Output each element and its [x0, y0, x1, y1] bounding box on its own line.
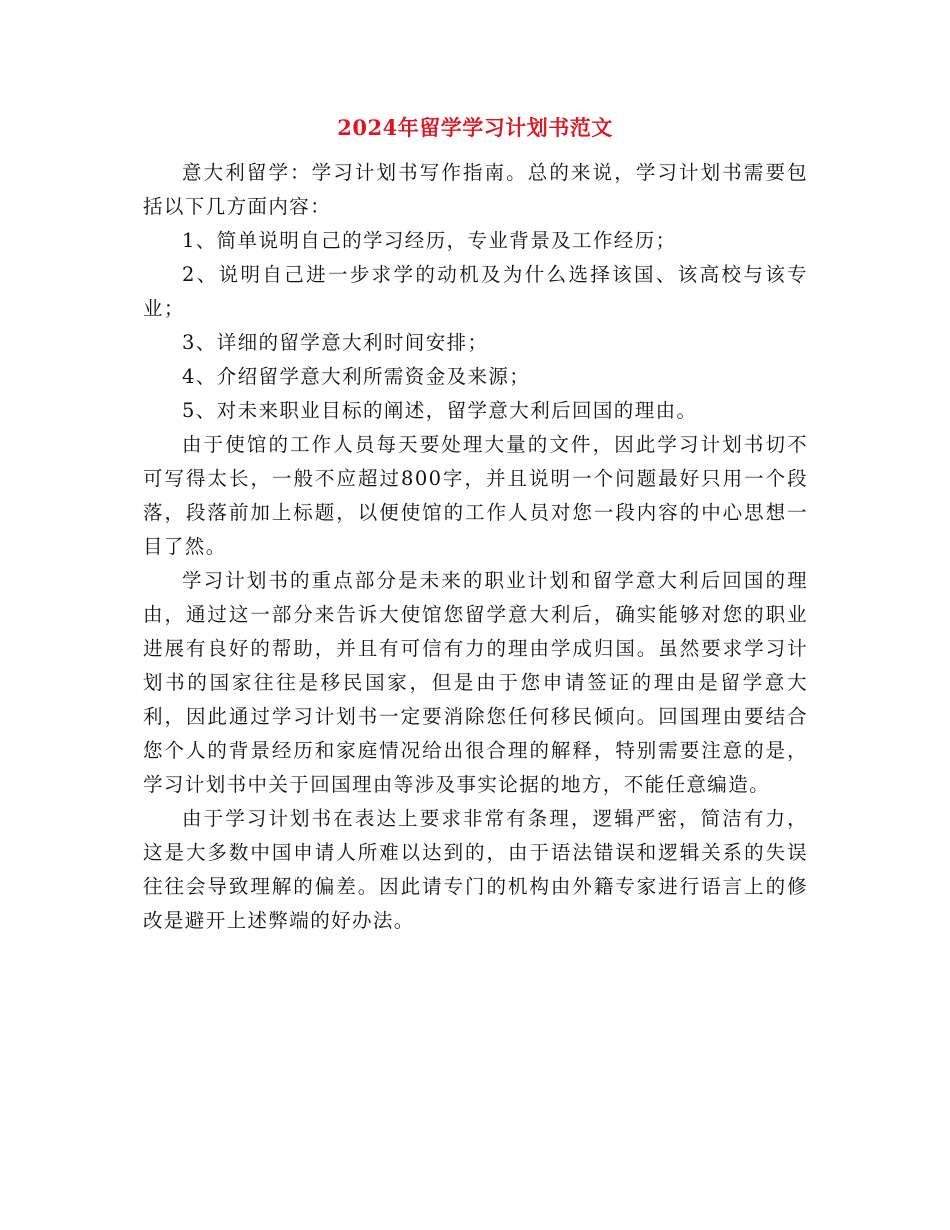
document-title: 2024年留学学习计划书范文	[337, 115, 613, 140]
paragraph-intro: 意大利留学：学习计划书写作指南。总的来说，学习计划书需要包括以下几方面内容：	[143, 161, 808, 218]
list-item-2: 2、说明自己进一步求学的动机及为什么选择该国、该高校与该专业；	[143, 263, 808, 320]
paragraph-language-editing: 由于学习计划书在表达上要求非常有条理，逻辑严密，简洁有力，这是大多数中国申请人所难以达到的，由于语法错误和逻辑关系的失误往往会导致理解的偏差。因此请专门的机构由外籍专家进行语言上的修改是避开上述弊端的好办法。	[143, 807, 808, 932]
list-item-5: 5、对未来职业目标的阐述，留学意大利后回国的理由。	[182, 399, 698, 422]
list-item-4: 4、介绍留学意大利所需资金及来源；	[182, 365, 531, 388]
paragraph-key-section: 学习计划书的重点部分是未来的职业计划和留学意大利后回国的理由，通过这一部分来告诉大使馆您留学意大利后，确实能够对您的职业进展有良好的帮助，并且有可信有力的理由学成归国。虽然要求学习计划书的国家往往是移民国家，但是由于您申请签证的理由是留学意大利，因此通过学习计划书一定要消除您任何移民倾向。回国理由要结合您个人的背景经历和家庭情况给出很合理的解释，特别需要注意的是，学习计划书中关于回国理由等涉及事实论据的地方，不能任意编造。	[143, 569, 808, 796]
document-body	[143, 156, 808, 938]
list-item-3: 3、详细的留学意大利时间安排；	[182, 331, 489, 354]
list-item-1: 1、简单说明自己的学习经历，专业背景及工作经历；	[182, 229, 677, 252]
paragraph-length-advice: 由于使馆的工作人员每天要处理大量的文件，因此学习计划书切不可写得太长，一般不应超过800字，并且说明一个问题最好只用一个段落，段落前加上标题，以便使馆的工作人员对您一段内容的中心思想一目了然。	[143, 433, 808, 558]
